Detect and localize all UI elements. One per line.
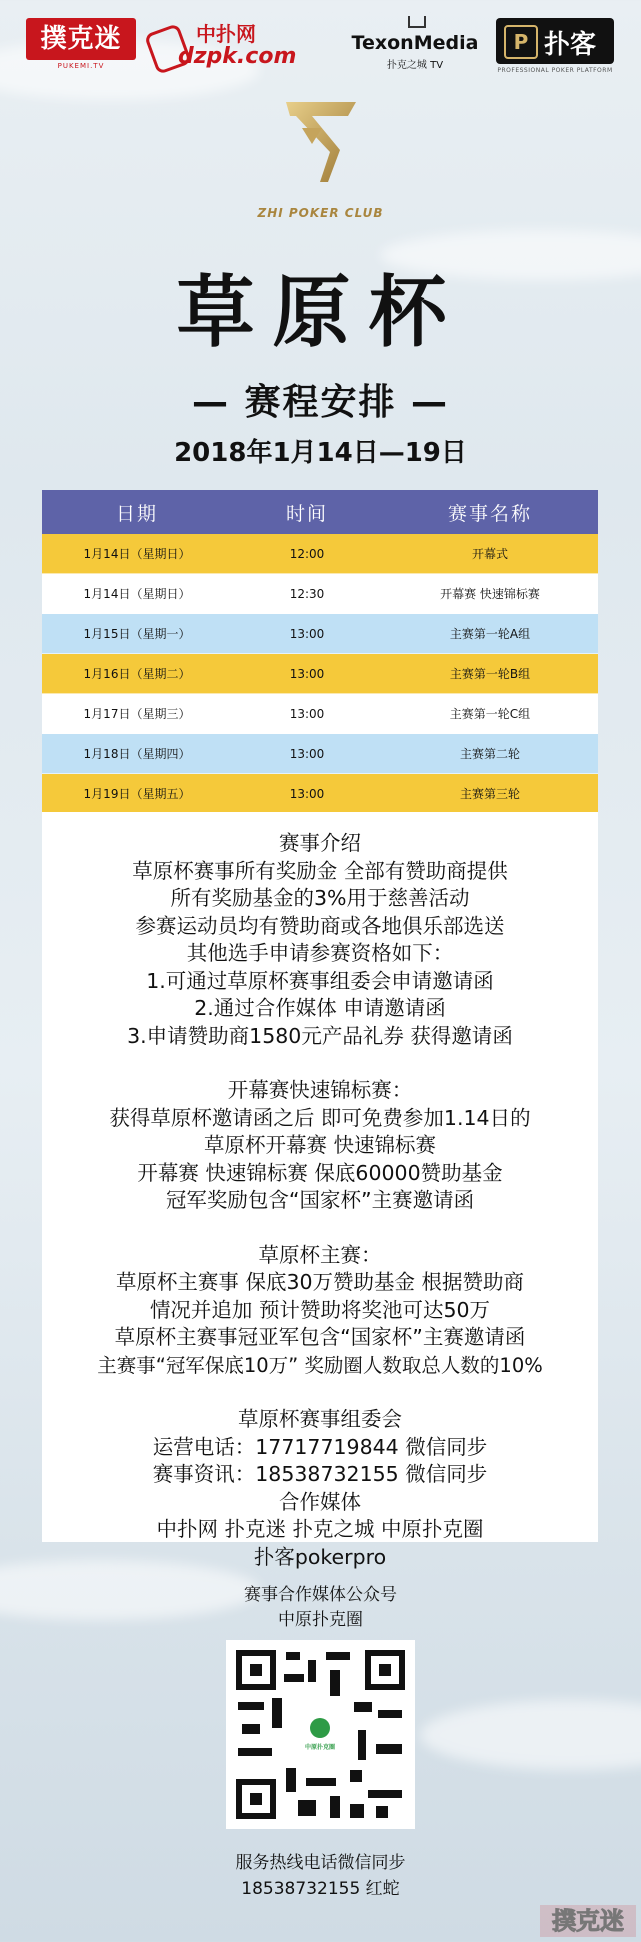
intro-line: 3.申请赞助商1580元产品礼券 获得邀请函 xyxy=(127,1023,513,1048)
cell-date: 1月17日（星期三） xyxy=(83,707,191,721)
committee-line: 运营电话：17717719844 微信同步 xyxy=(152,1434,488,1459)
club-emblem-icon xyxy=(282,98,360,186)
cell-time: 13:00 xyxy=(289,666,325,681)
table-row xyxy=(42,734,598,774)
committee-line: 中扑网 扑克迷 扑克之城 中原扑克圈 xyxy=(156,1517,484,1541)
qr-code[interactable] xyxy=(226,1640,415,1829)
cell-event-name: 主赛第二轮 xyxy=(459,747,520,761)
opening-heading: 开幕赛快速锦标赛： xyxy=(227,1078,413,1102)
intro-line: 2.通过合作媒体 申请邀请函 xyxy=(194,996,446,1020)
page-title: 草原杯 xyxy=(176,267,465,358)
cell-time: 12:30 xyxy=(289,586,325,601)
cell-date: 1月19日（星期五） xyxy=(83,787,191,801)
main-event-line: 草原杯主赛事 保底30万赞助基金 根据赞助商 xyxy=(115,1270,525,1294)
cell-date: 1月15日（星期一） xyxy=(83,627,191,641)
committee-line: 合作媒体 xyxy=(279,1489,361,1514)
dzpk-logo-en: dzpk.com xyxy=(178,44,297,69)
intro-line: 参赛运动员均有赞助商或各地俱乐部选送 xyxy=(135,913,505,938)
qr-finder xyxy=(236,1650,276,1690)
qr-logo-icon xyxy=(310,1718,330,1738)
cell-time: 13:00 xyxy=(289,706,325,721)
main-event-line: 情况并追加 预计赞助将奖池可达50万 xyxy=(149,1297,491,1322)
table-row xyxy=(42,574,598,614)
pk-logo-sub: PROFESSIONAL POKER PLATFORM xyxy=(497,67,613,74)
cell-event-name: 主赛第一轮A组 xyxy=(449,627,531,641)
cell-time: 12:00 xyxy=(289,546,325,561)
header-date: 日期 xyxy=(115,502,158,525)
opening-line: 草原杯开幕赛 快速锦标赛 xyxy=(203,1133,437,1157)
committee-section xyxy=(42,1406,598,1571)
cell-time: 13:00 xyxy=(289,746,325,761)
service-hotline xyxy=(0,1850,641,1902)
cell-date: 1月18日（星期四） xyxy=(83,747,191,761)
crown-icon xyxy=(408,16,426,28)
qr-finder xyxy=(365,1650,405,1690)
committee-heading: 草原杯赛事组委会 xyxy=(238,1407,402,1431)
qr-finder xyxy=(236,1779,276,1819)
table-row xyxy=(42,654,598,694)
opening-line: 冠军奖励包含“国家杯”主赛邀请函 xyxy=(165,1188,475,1212)
table-header xyxy=(42,490,598,534)
bg-streak xyxy=(420,1700,641,1770)
cell-date: 1月14日（星期日） xyxy=(83,547,191,561)
pk-logo-name: 扑客 xyxy=(544,30,597,60)
table-row xyxy=(42,614,598,654)
intro-line: 所有奖励基金的3%用于慈善活动 xyxy=(170,886,470,910)
intro-line: 1.可通过草原杯赛事组委会申请邀请函 xyxy=(146,968,494,993)
main-event-heading: 草原杯主赛： xyxy=(258,1242,382,1267)
pukemi-logo-sub: PUKEMI.TV xyxy=(57,62,105,70)
table-row xyxy=(42,694,598,734)
dzpk-logo-cn: 中扑网 xyxy=(196,22,256,46)
intro-line: 其他选手申请参赛资格如下： xyxy=(186,941,454,965)
schedule-table xyxy=(42,490,598,814)
sponsor-logos xyxy=(0,18,641,88)
watermark: 撲克迷 xyxy=(540,1905,636,1937)
table-row xyxy=(42,774,598,814)
intro-section xyxy=(42,830,598,1050)
main-event-line: 主赛事“冠军保底10万” 奖励圈人数取总人数的10% xyxy=(97,1353,543,1377)
dzpk-logo xyxy=(150,18,300,80)
cell-time: 13:00 xyxy=(289,786,325,801)
media-caption xyxy=(0,1583,641,1633)
club-name: ZHI POKER CLUB xyxy=(257,206,384,220)
header-time: 时间 xyxy=(285,502,328,525)
qr-logo-label: 中原扑克圈 xyxy=(304,1744,335,1751)
date-range: 2018年1月14日—19日 xyxy=(174,438,467,468)
opening-line: 获得草原杯邀请函之后 即可免费参加1.14日的 xyxy=(109,1105,531,1130)
cell-event-name: 主赛第一轮C组 xyxy=(449,707,531,721)
opening-section xyxy=(42,1077,598,1215)
cell-date: 1月14日（星期日） xyxy=(83,587,191,601)
media-caption-line: 中原扑克圈 xyxy=(278,1610,363,1630)
page-subtitle: — 赛程安排 — xyxy=(191,382,450,423)
cell-event-name: 开幕赛 快速锦标赛 xyxy=(440,587,540,601)
media-caption-line: 赛事合作媒体公众号 xyxy=(244,1585,397,1605)
pukemi-logo xyxy=(26,18,136,80)
texon-logo xyxy=(340,18,490,80)
header-event-name: 赛事名称 xyxy=(447,502,532,525)
pukemi-logo-text: 撲克迷 xyxy=(26,18,136,60)
service-line: 18538732155 红蛇 xyxy=(241,1879,400,1899)
main-event-line: 草原杯主赛事冠亚军包含“国家杯”主赛邀请函 xyxy=(114,1325,526,1349)
cell-event-name: 开幕式 xyxy=(471,547,508,561)
cell-time: 13:00 xyxy=(289,626,325,641)
service-line: 服务热线电话微信同步 xyxy=(235,1853,406,1873)
committee-line: 扑客pokerpro xyxy=(253,1544,387,1569)
pk-logo xyxy=(496,18,614,80)
cell-event-name: 主赛第一轮B组 xyxy=(449,667,531,681)
texon-logo-sub: 扑克之城 TV xyxy=(386,60,444,71)
intro-line: 草原杯赛事所有奖励金 全部有赞助商提供 xyxy=(132,858,508,883)
intro-heading: 赛事介绍 xyxy=(279,831,361,855)
texon-logo-name: TexonMedia xyxy=(351,32,479,54)
opening-line: 开幕赛 快速锦标赛 保底60000赞助基金 xyxy=(137,1160,503,1185)
info-panel xyxy=(42,812,598,1569)
qr-logo xyxy=(300,1714,340,1754)
cell-date: 1月16日（星期二） xyxy=(83,667,191,681)
table-row xyxy=(42,534,598,574)
committee-line: 赛事资讯：18538732155 微信同步 xyxy=(152,1462,488,1486)
cell-event-name: 主赛第三轮 xyxy=(459,787,520,801)
pk-logo-mark: P xyxy=(504,25,538,59)
main-event-section xyxy=(42,1242,598,1380)
